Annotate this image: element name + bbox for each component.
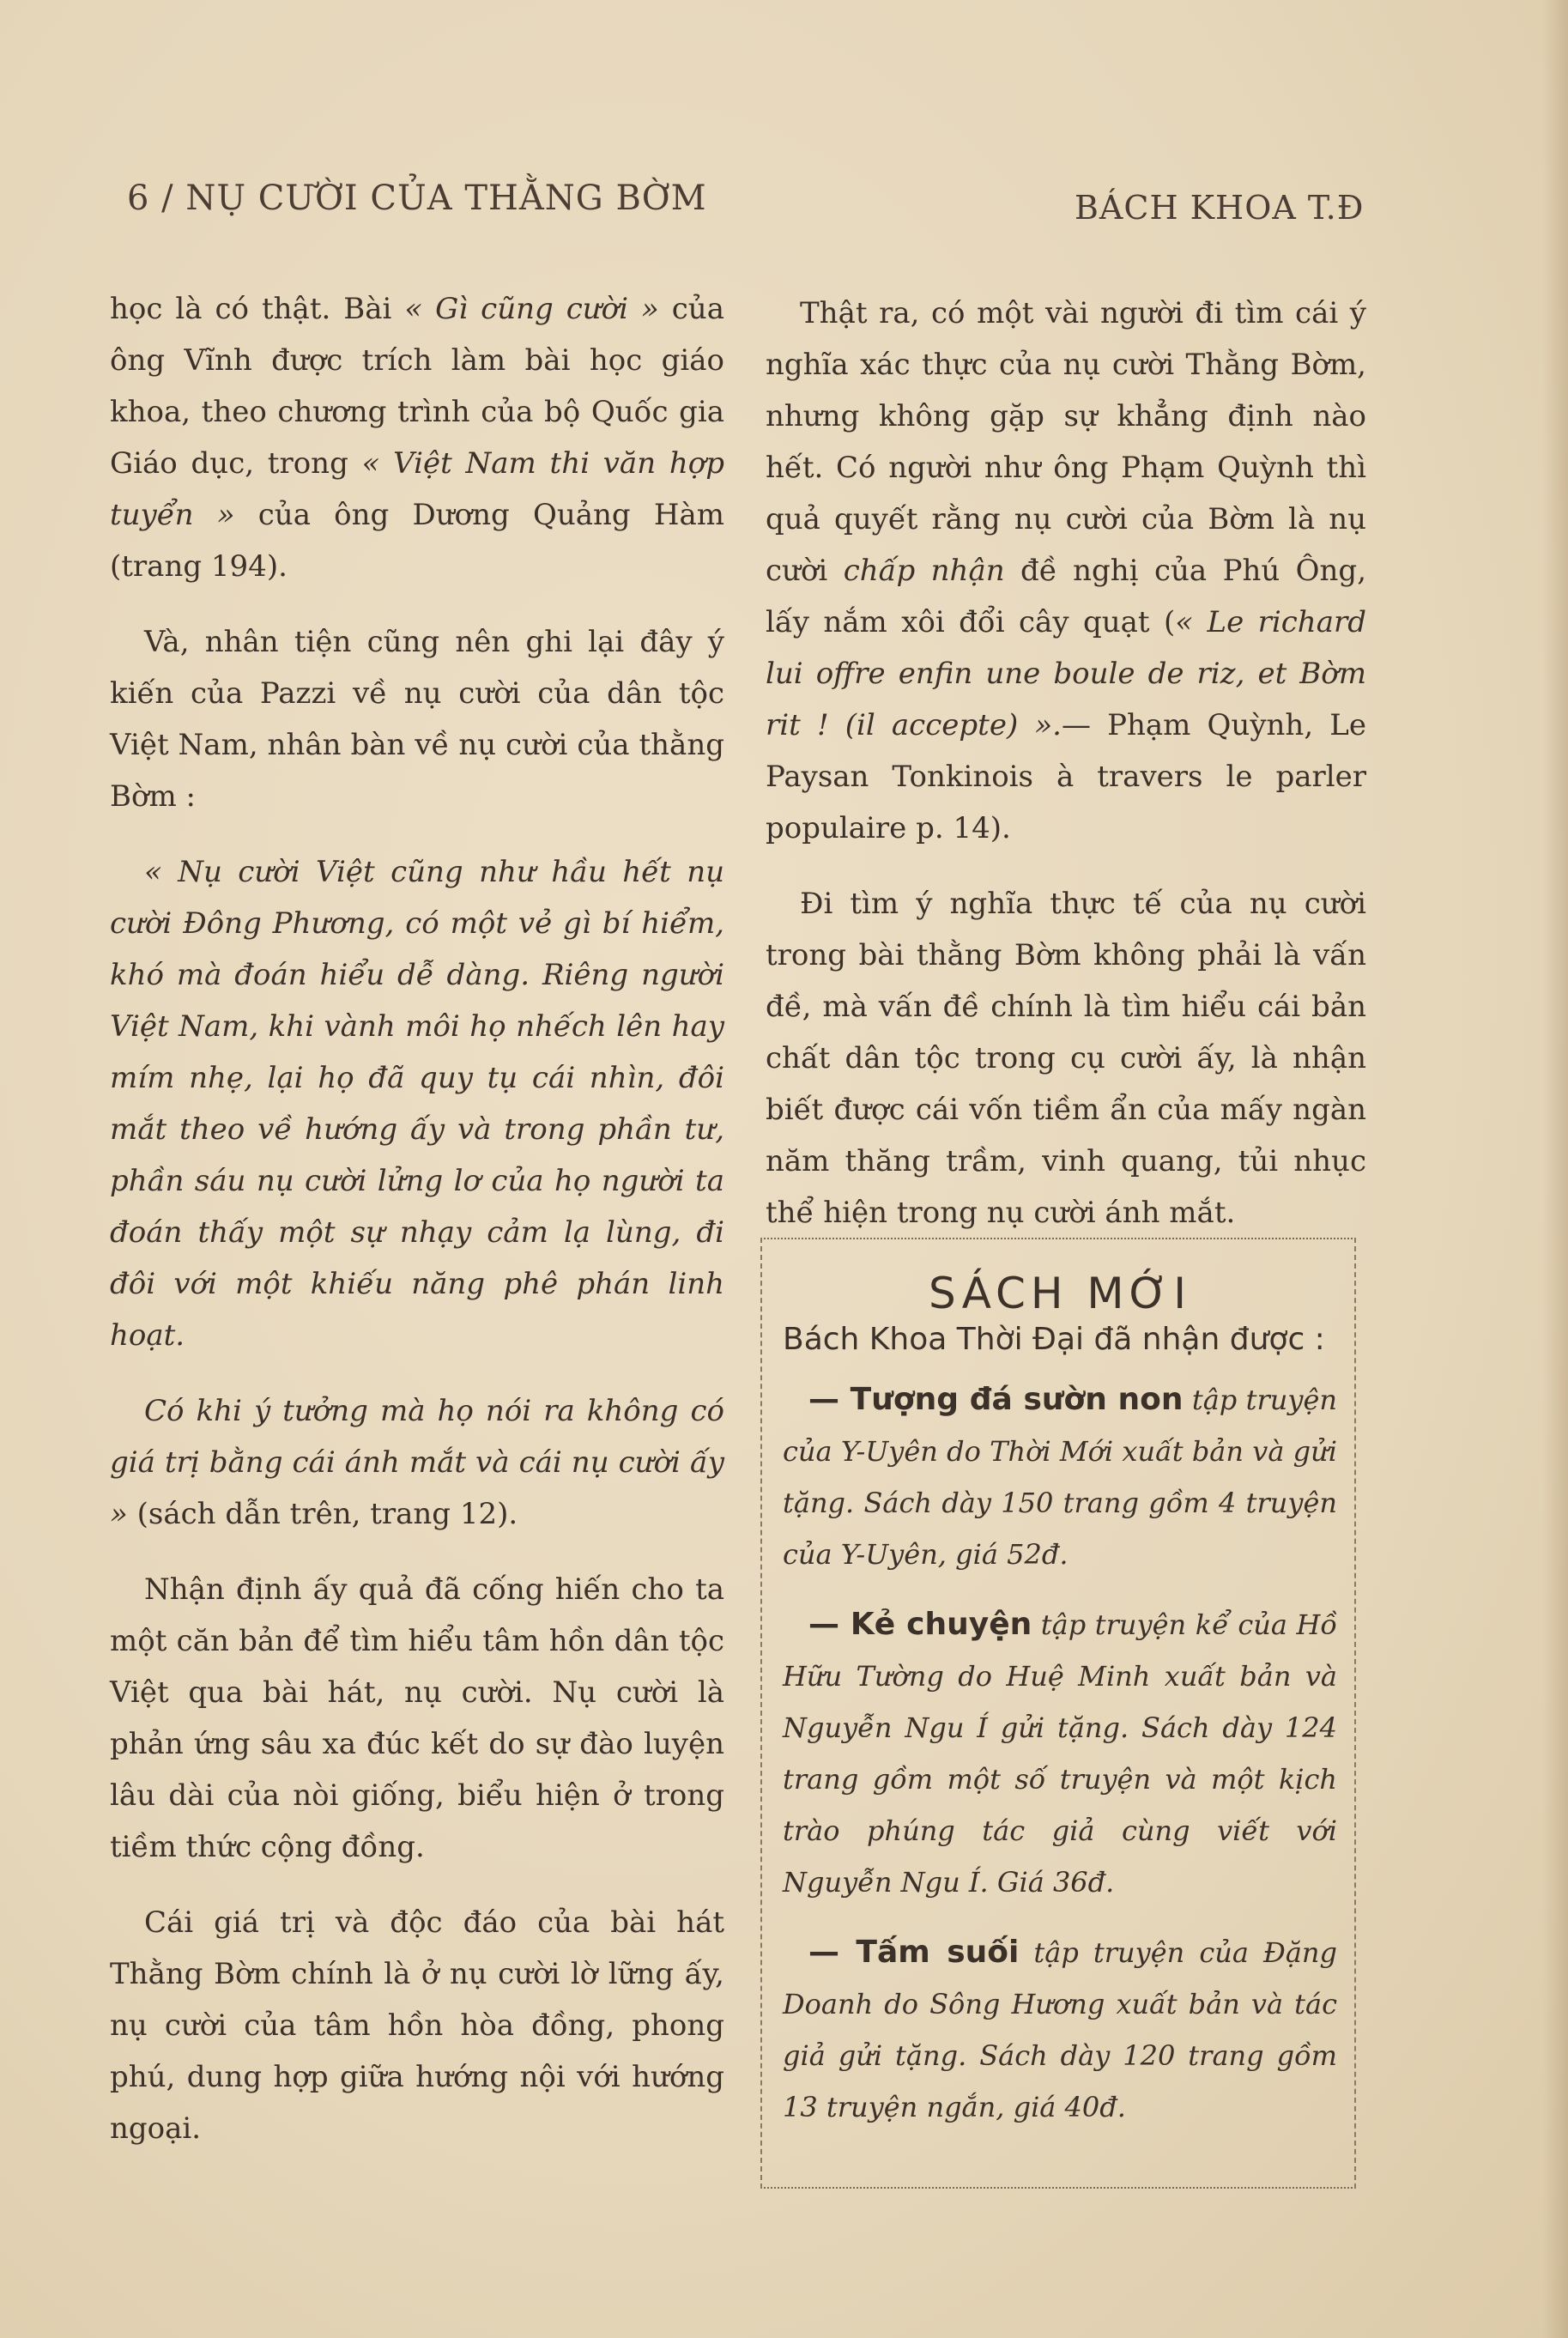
paragraph-2: Và, nhân tiện cũng nên ghi lại đây ý kiến của Pazzi về nụ cười của dân tộc Việt Nam, nhân bàn về nụ cười của thằng Bờm : [110,625,724,814]
book-entry [783,1374,1337,1580]
poem-title: « Gì cũng cười » [404,292,659,326]
citation: — Phạm Quỳnh, Le Paysan Tonkinois à travers le parler populaire p. 14). [766,708,1366,845]
book-title: « Việt Nam thi văn hợp tuyển » [110,446,724,532]
running-header-title: 6 / NỤ CƯỜI CỦA THẰNG BỜM [127,179,707,218]
new-books-box [760,1238,1356,2189]
book-description: tập truyện của Y-Uyên do Thời Mới xuất bản và gửi tặng. Sách dày 150 trang gồm 4 truyện của Y-Uyên, giá 52đ. [783,1384,1338,1571]
text-run: học là có thật. Bài [110,292,405,326]
paragraph-8: Đi tìm ý nghĩa thực tế của nụ cười trong bài thằng Bờm không phải là vấn đề, mà vấn đề chính là tìm hiểu cái bản chất dân tộc trong cụ cười ấy, là nhận biết được cái vốn tiềm ẩn của mấy ngàn năm thăng trầm, vinh quang, tủi nhục thể hiện trong nụ cười ánh mắt. [766,887,1366,1230]
text-run: của ông Vĩnh được trích làm bài học giáo khoa, theo chương trình của bộ Quốc gia Giáo dục, trong [110,292,724,481]
book-entry [783,1599,1337,1908]
paragraph-7 [766,288,1366,854]
right-column [766,288,1366,1263]
quote-paragraph: « Nụ cười Việt cũng như hầu hết nụ cười Đông Phương, có một vẻ gì bí hiểm, khó mà đoán hiểu dễ dàng. Riêng người Việt Nam, khi vành môi họ nhếch lên hay mím nhẹ, lại họ đã quy tụ cái nhìn, đôi mắt theo về hướng ấy và trong phần tư, phần sáu nụ cười lửng lơ của họ người ta đoán thấy một sự nhạy cảm lạ lùng, đi đôi với một khiếu năng phê phán linh hoạt. [110,855,724,1353]
paragraph-5: Nhận định ấy quả đã cống hiến cho ta một căn bản để tìm hiểu tâm hồn dân tộc Việt qua bài hát, nụ cười. Nụ cười là phản ứng sâu xa đúc kết do sự đào luyện lâu dài của nòi giống, biểu hiện ở trong tiềm thức cộng đồng. [110,1572,724,1864]
paragraph-1 [110,283,724,592]
text-run: Thật ra, có một vài người đi tìm cái ý nghĩa xác thực của nụ cười Thằng Bờm, nhưng không gặp sự khẳng định nào hết. Có người như ông Phạm Quỳnh thì quả quyết rằng nụ cười của Bờm là nụ cười [766,296,1366,588]
book-title: — Kẻ chuyện [808,1607,1032,1642]
citation: (sách dẫn trên, trang 12). [127,1497,518,1531]
book-description: tập truyện kể của Hồ Hữu Tường do Huệ Minh xuất bản và Nguyễn Ngu Í gửi tặng. Sách dày 124 trang gồm một số truyện và một kịch trào phúng tác giả cùng viết với Nguyễn Ngu Í. Giá 36đ. [783,1608,1337,1899]
text-run: của ông Dương Quảng Hàm (trang 194). [110,498,724,584]
french-quote: « Le richard lui offre enfin une boule de riz, et Bờm rit ! (il accepte) ». [766,605,1366,742]
book-title: — Tấm suối [808,1935,1020,1970]
emphasis: chấp nhận [843,554,1005,588]
running-header-magazine: BÁCH KHOA T.Đ [1075,189,1365,227]
book-entry [783,1927,1337,2133]
book-title: — Tượng đá sườn non [808,1382,1184,1417]
left-column [110,283,724,2178]
paragraph-6: Cái giá trị và độc đáo của bài hát Thằng Bờm chính là ở nụ cười lờ lững ấy, nụ cười của tâm hồn hòa đồng, phong phú, dung hợp giữa hướng nội với hướng ngoại. [110,1905,724,2146]
quote-text: Có khi ý tưởng mà họ nói ra không có giá trị bằng cái ánh mắt và cái nụ cười ấy » [110,1394,724,1531]
new-books-subtitle: Bách Khoa Thời Đại đã nhận được : [783,1322,1325,1357]
quote-paragraph-end [110,1385,724,1540]
text-run: đề nghị của Phú Ông, lấy nắm xôi đổi cây quạt ( [766,554,1367,639]
book-description: tập truyện của Đặng Doanh do Sông Hương xuất bản và tác giả gửi tặng. Sách dày 120 trang gồm 13 truyện ngắn, giá 40đ. [783,1936,1338,2123]
new-books-title: SÁCH MỚI [929,1269,1191,1318]
